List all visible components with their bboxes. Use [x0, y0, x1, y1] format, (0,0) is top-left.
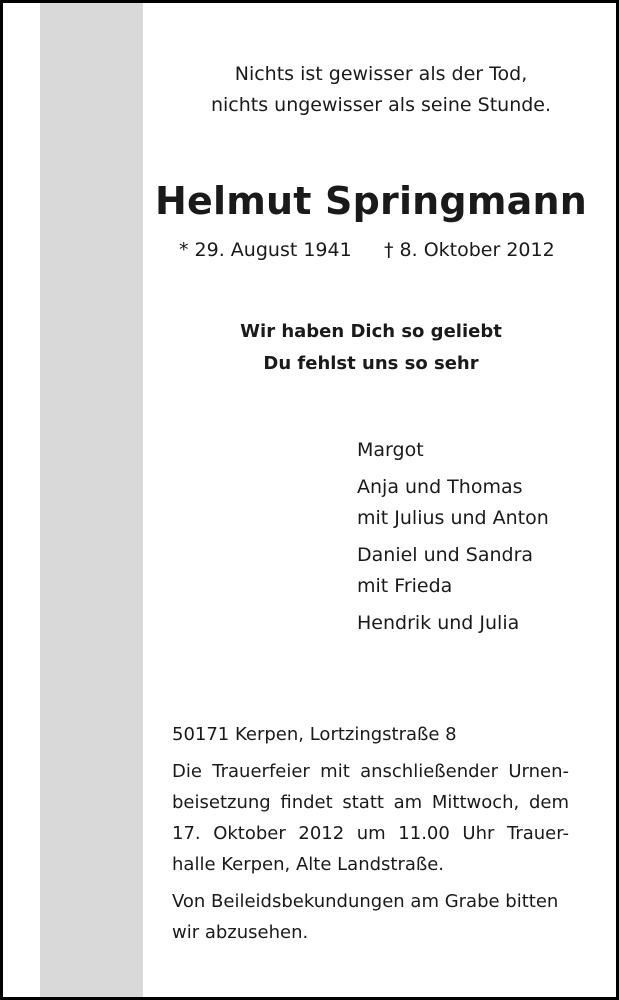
- condolence-line: Von Beileidsbekundungen am Grabe bitten: [172, 891, 559, 912]
- condolence-line: wir abzusehen.: [172, 922, 309, 943]
- motto-line-1: Wir haben Dich so geliebt: [240, 321, 502, 342]
- motto-line-2: Du fehlst uns so sehr: [263, 353, 479, 374]
- mourner-group: [357, 608, 549, 639]
- funeral-details: [172, 719, 569, 954]
- quote-line-2: nichts ungewisser als seine Stunde.: [210, 94, 552, 116]
- mourner-name: mit Frieda: [357, 575, 453, 597]
- farewell-motto: [143, 316, 599, 380]
- death-date: † 8. Oktober 2012: [384, 239, 555, 261]
- birth-date: * 29. August 1941: [179, 239, 352, 261]
- mourner-group: [357, 435, 549, 466]
- mourner-name: Daniel und Sandra: [357, 544, 534, 566]
- mourner-group: [357, 540, 549, 602]
- mourner-name: Hendrik und Julia: [357, 612, 520, 634]
- funeral-line: halle Kerpen, Alte Landstraße.: [172, 854, 445, 875]
- mourner-name: Anja und Thomas: [357, 476, 523, 498]
- quote-line-1: Nichts ist gewisser als der Tod,: [234, 63, 528, 85]
- funeral-line: Die Trauerfeier mit anschließender Urnen-: [172, 761, 569, 782]
- funeral-announcement: [172, 756, 569, 880]
- mourner-name: Margot: [357, 439, 424, 461]
- mourner-group: [357, 472, 549, 534]
- deceased-name: Helmut Springmann: [155, 179, 587, 223]
- opening-quote: [143, 59, 619, 121]
- mourner-name: mit Julius und Anton: [357, 507, 549, 529]
- family-address: 50171 Kerpen, Lortzingstraße 8: [172, 724, 457, 745]
- condolence-request: [172, 886, 569, 948]
- mourners-list: [357, 435, 549, 645]
- funeral-line: 17. Oktober 2012 um 11.00 Uhr Trauer-: [172, 823, 569, 844]
- funeral-line: beisetzung findet statt am Mittwoch, dem: [172, 792, 569, 813]
- gray-side-bar: [40, 3, 143, 997]
